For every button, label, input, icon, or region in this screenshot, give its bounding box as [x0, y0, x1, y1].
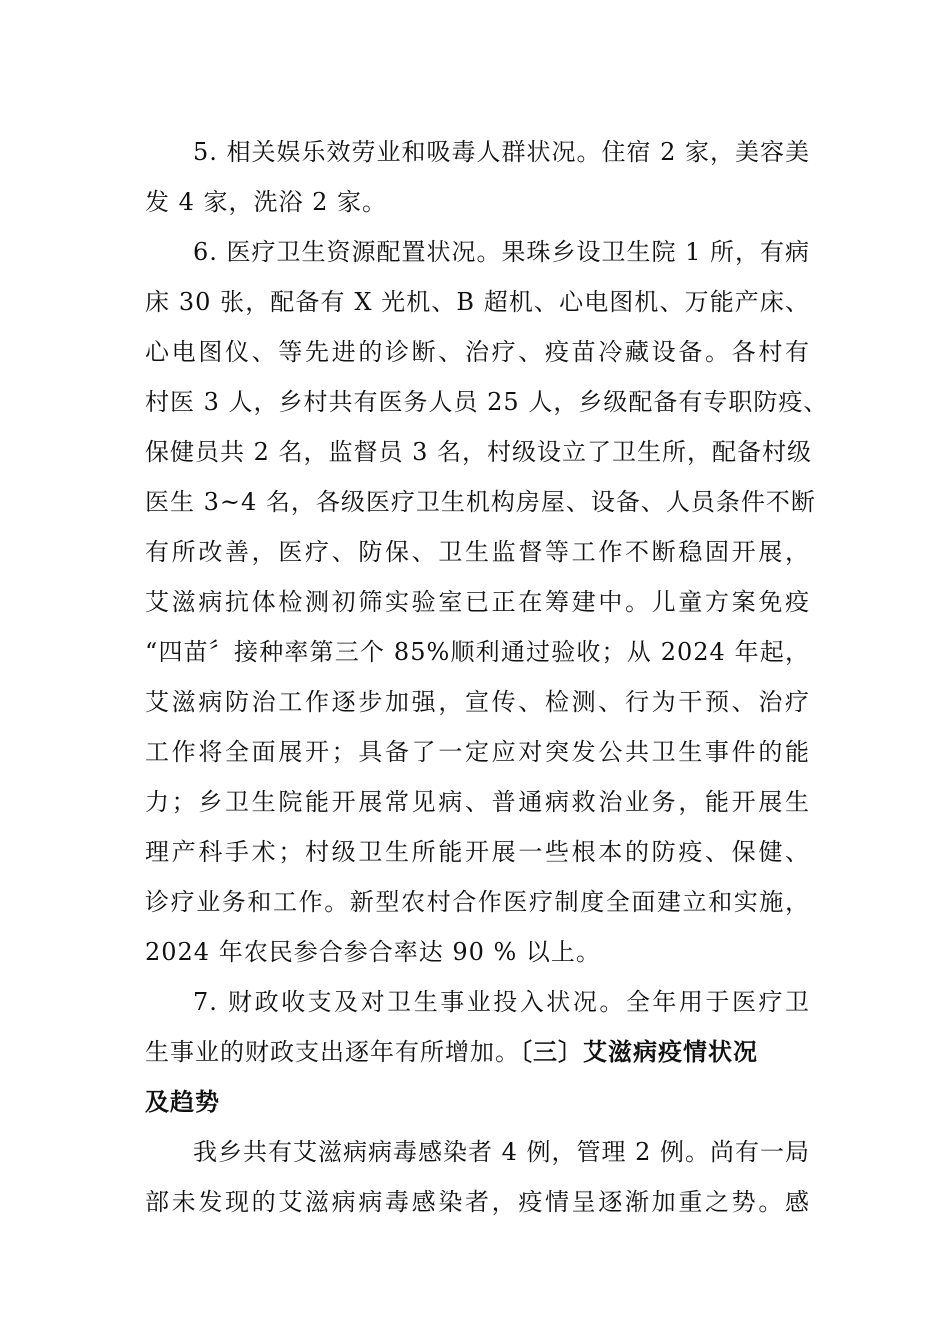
- document-body: [145, 127, 829, 1227]
- text-line: 2024 年农民参合参合率达 90 % 以上。: [145, 938, 601, 966]
- paragraph-6: [145, 227, 829, 977]
- text-line: “四苗〞接种率第三个 85%顺利通过验收；从 2024 年起，: [145, 638, 810, 666]
- text-line: 艾滋病防治工作逐步加强，宣传、检测、行为干预、治疗: [145, 688, 810, 716]
- text-line: 力；乡卫生院能开展常见病、普通病救治业务，能开展生: [145, 788, 810, 816]
- text-line: 医生 3~4 名，各级医疗卫生机构房屋、设备、人员条件不断: [145, 488, 816, 516]
- section-heading: 〔三〕艾滋病疫情状况: [520, 1037, 758, 1066]
- text-line: [145, 1027, 810, 1077]
- text-line: 7. 财政收支及对卫生事业投入状况。全年用于医疗卫: [193, 988, 810, 1016]
- text-line: 有所改善，医疗、防保、卫生监督等工作不断稳固开展，: [145, 538, 810, 566]
- text-line: 我乡共有艾滋病病毒感染者 4 例，管理 2 例。尚有一局: [193, 1138, 811, 1166]
- paragraph-5: [145, 127, 810, 227]
- text-line: 艾滋病抗体检测初筛实验室已正在筹建中。儿童方案免疫: [145, 588, 810, 616]
- text-line: 工作将全面展开；具备了一定应对突发公共卫生事件的能: [145, 738, 810, 766]
- text-line: 心电图仪、等先进的诊断、治疗、疫苗冷藏设备。各村有: [145, 338, 810, 366]
- text-line: 村医 3 人，乡村共有医务人员 25 人，乡级配备有专职防疫、: [145, 388, 829, 416]
- text-line: 发 4 家，洗浴 2 家。: [145, 188, 388, 216]
- text-line: 诊疗业务和工作。新型农村合作医疗制度全面建立和实施，: [145, 888, 810, 916]
- text-line: 保健员共 2 名，监督员 3 名，村级设立了卫生所，配备村级: [145, 438, 813, 466]
- paragraph-8: [145, 1127, 810, 1227]
- section-heading-continued: 及趋势: [145, 1087, 220, 1116]
- text-line: 部未发现的艾滋病病毒感染者，疫情呈逐渐加重之势。感: [145, 1188, 810, 1216]
- text-line: 床 30 张，配备有 X 光机、B 超机、心电图机、万能产床、: [145, 288, 810, 316]
- text-line: 6. 医疗卫生资源配置状况。果珠乡设卫生院 1 所，有病: [193, 238, 811, 266]
- paragraph-7: [145, 977, 810, 1127]
- text-run: 生事业的财政支出逐年有所增加。: [145, 1038, 520, 1066]
- text-line: 5. 相关娱乐效劳业和吸毒人群状况。住宿 2 家，美容美: [193, 138, 811, 166]
- text-line: 理产科手术；村级卫生所能开展一些根本的防疫、保健、: [145, 838, 810, 866]
